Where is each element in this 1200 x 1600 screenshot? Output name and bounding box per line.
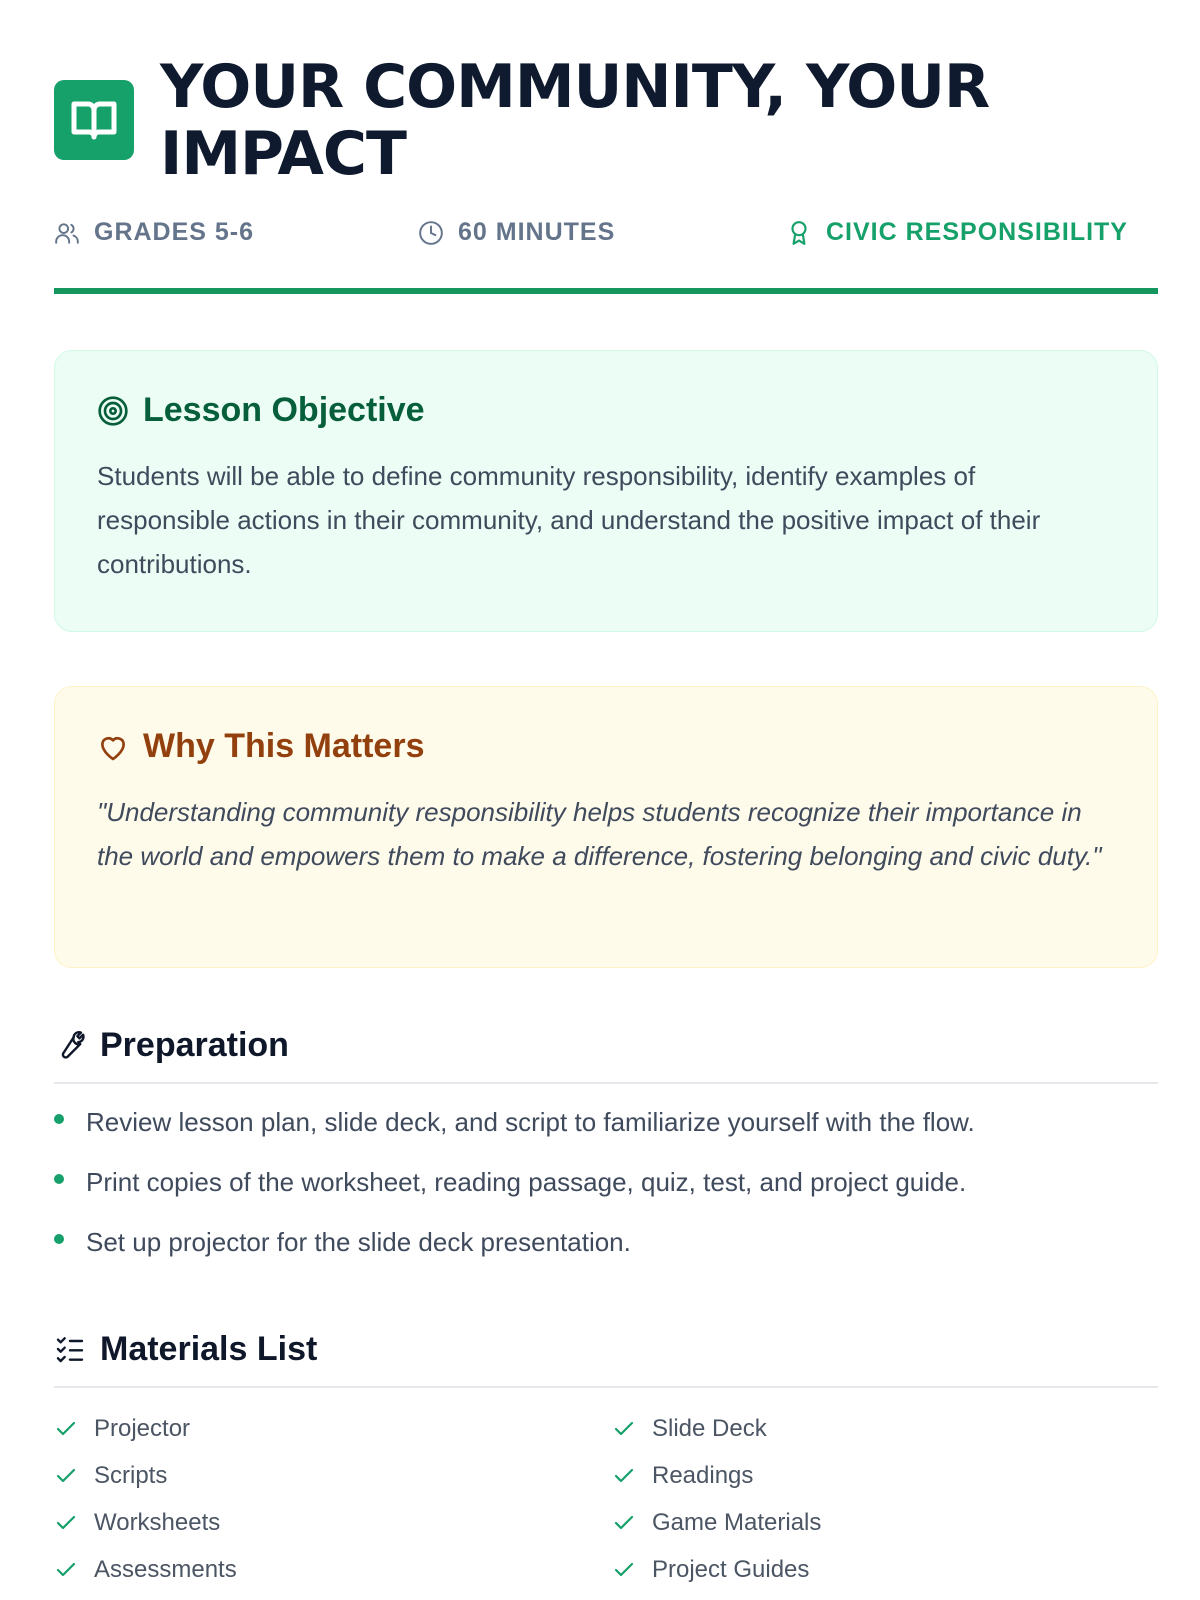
award-icon — [786, 220, 812, 246]
users-icon — [54, 220, 80, 246]
lesson-logo — [54, 80, 134, 160]
meta-grades-label: GRADES 5-6 — [94, 218, 255, 246]
meta-grades — [54, 218, 254, 247]
why-matters-heading — [97, 727, 1115, 766]
list-item — [54, 1551, 612, 1588]
header-divider — [54, 288, 1158, 294]
bullet-icon — [54, 1114, 64, 1124]
check-icon — [54, 1511, 78, 1535]
check-icon — [54, 1464, 78, 1488]
preparation-list — [54, 1104, 1158, 1284]
list-item — [54, 1410, 612, 1447]
material-label: Assessments — [94, 1555, 237, 1583]
meta-duration — [418, 218, 615, 247]
target-icon — [97, 395, 129, 427]
material-label: Readings — [652, 1461, 754, 1489]
check-icon — [612, 1511, 636, 1535]
meta-duration-label: 60 MINUTES — [458, 218, 616, 246]
preparation-heading — [54, 1008, 1158, 1084]
material-label: Scripts — [94, 1461, 168, 1489]
material-label: Game Materials — [652, 1508, 822, 1536]
materials-title: Materials List — [100, 1329, 318, 1368]
list-item — [612, 1551, 1158, 1588]
lesson-objective-text: Students will be able to define community responsibility, identify examples of responsible actions in their community, and understand the positive impact of their contributions. — [97, 461, 1041, 579]
checklist-icon — [54, 1333, 86, 1365]
preparation-title: Preparation — [100, 1025, 289, 1064]
material-label: Project Guides — [652, 1555, 810, 1583]
bullet-icon — [54, 1174, 64, 1184]
list-item-text: Review lesson plan, slide deck, and script to familiarize yourself with the flow. — [86, 1107, 975, 1137]
check-icon — [612, 1464, 636, 1488]
page-title: YOUR COMMUNITY, YOUR IMPACT — [160, 52, 990, 189]
why-matters-title: Why This Matters — [143, 727, 425, 765]
why-matters-card — [54, 686, 1158, 968]
material-label: Worksheets — [94, 1508, 221, 1536]
list-item-text: Set up projector for the slide deck presentation. — [86, 1227, 631, 1257]
material-label: Slide Deck — [652, 1414, 767, 1442]
check-icon — [54, 1417, 78, 1441]
wrench-icon — [54, 1029, 86, 1061]
lesson-meta — [54, 218, 1158, 258]
open-book-icon — [70, 99, 118, 141]
lesson-objective-heading — [97, 391, 1115, 430]
lesson-objective-title: Lesson Objective — [143, 391, 425, 429]
list-item — [54, 1457, 612, 1494]
materials-heading — [54, 1312, 1158, 1388]
material-label: Projector — [94, 1414, 191, 1442]
why-matters-quote: "Understanding community responsibility helps students recognize their importance in the world and empowers them to make a difference, fostering belonging and civic duty." — [97, 797, 1102, 871]
list-item — [612, 1457, 1158, 1494]
check-icon — [612, 1558, 636, 1582]
clock-icon — [418, 220, 444, 246]
list-item — [612, 1410, 1158, 1447]
lesson-objective-card — [54, 350, 1158, 632]
check-icon — [54, 1558, 78, 1582]
list-item — [54, 1104, 1158, 1140]
list-item — [54, 1164, 1158, 1200]
list-item-text: Print copies of the worksheet, reading passage, quiz, test, and project guide. — [86, 1167, 967, 1197]
list-item — [54, 1224, 1158, 1260]
meta-topic — [786, 218, 1128, 247]
bullet-icon — [54, 1234, 64, 1244]
heart-icon — [97, 731, 129, 763]
materials-list — [54, 1410, 1158, 1588]
list-item — [54, 1504, 612, 1541]
meta-topic-label: CIVIC RESPONSIBILITY — [826, 218, 1128, 246]
check-icon — [612, 1417, 636, 1441]
list-item — [612, 1504, 1158, 1541]
